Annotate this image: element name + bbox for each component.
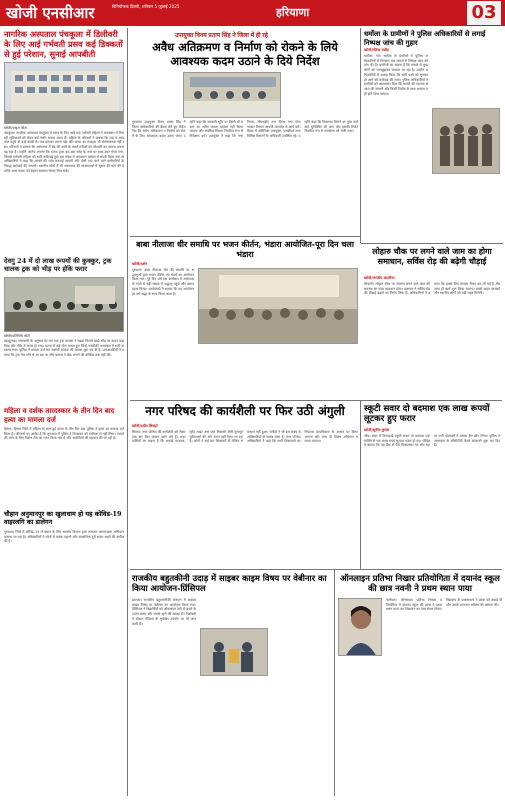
story3-headline: महिला व दर्शक तारदस्कार के तीन दिन बाद हत्या का मामला दर्ज (4, 406, 115, 424)
column-divider-bottom (334, 570, 335, 796)
story9-headline: नगर परिषद की कार्यशैली पर फिर उठी अंगुली (145, 404, 345, 418)
student-photo (338, 598, 382, 656)
bhandara-photo (198, 268, 358, 344)
story10-headline: स्कूटी सवार दो बदमाश एक लाख रूपयों लूटकर हुए फरार (364, 404, 490, 425)
story11-body-cont (272, 598, 332, 796)
column-divider-right (360, 28, 361, 243)
story4-body: गुरुग्राम। जिले में कोविड-19 से बचाव के लिए स्वास्थ्य विभाग द्वारा लगातार जागरूकता अभियान चलाया जा रहा है। अधिकारियों ने लोगों से मास्क पहनने और सामाजिक दूरी बनाए रखने की अपील की है। (4, 530, 124, 544)
story5-headline: अवैध अतिक्रमण व निर्माण को रोकने के लिये आवश्यक कदम उठाने के दिये निर्देश (152, 40, 338, 68)
story7-body-cont (198, 348, 358, 396)
story6-headline: धर्मोला के ग्रामीणों ने पुलिस अधिकारियों से लगाई निष्पक्ष जांच की गुहार (364, 30, 486, 47)
story11-body: झज्जर। राजकीय बहुतकनीकी संस्थान में साइबर क्राइम विषय पर वेबीनार का आयोजन किया गया। प्रिंसिपल ने विद्यार्थियों को ऑनलाइन ठगी से बचने के उपाय बताए और सतर्क रहने की सलाह दी। विशेषज्ञों ने सोशल मीडिया के सुरक्षित उपयोग पर भी जानकारी दी। (132, 598, 196, 626)
story5-columns (132, 120, 358, 232)
hospital-photo (4, 62, 124, 124)
story1-body: पंचकूला। नागरिक अस्पताल पंचकूला में प्रसव के लिए आई एक गर्भवती महिला ने अस्पताल में मिल रही सुविधाओं को लेकर कई गंभीर सवाल उठाए हैं। महिला के परिजनों ने बताया कि जब वे अस्पताल पहुंचे तो उन्हें काफी देर तक इंतजार करना पड़ा और स्टाफ का व्यवहार भी संतोषजनक नहीं रहा। परिजनों ने बताया कि अस्पताल में बेड की कमी के चलते मरीजों को परेशानी का सामना करना पड़ रहा है। उन्होंने आरोप लगाया कि स्टाफ द्वारा बार-बार जांच के नाम पर इधर-उधर भेजा गया, जिससे गर्भवती महिला को भारी कठिनाई हुई। इस संबंध में अस्पताल प्रबंधन से संपर्क किया गया तो अधिकारियों ने कहा कि मामले की जांच करवाई जाएगी और दोषी पाए जाने वाले कर्मचारियों के विरुद्ध कार्रवाई की जाएगी। स्थानीय लोगों ने भी अस्पताल की व्यवस्थाओं में सुधार की मांग की है ताकि आम जनता को बेहतर स्वास्थ्य सेवाएं मिल सकें। (4, 131, 124, 173)
masthead: खोजी एनसीआर (6, 4, 95, 22)
story9-body: सिरसा। नगर परिषद की कार्यशैली को लेकर एक बार फिर सवाल उठने लगे हैं। शहरवासियों का कहना है कि सफाई व्यवस्था, स्ट्रीट लाइट तथा जल निकासी जैसी मूलभूत सुविधाओं की ओर ध्यान नहीं दिया जा रहा है। लोगों ने कई बार शिकायतें दी लेकिन समाधान नहीं हुआ। पार्षदों ने भी इस संबंध में अधिकारियों से जवाब मांगा है। नगर परिषद अधिकारियों ने कहा कि सभी शिकायतों का निपटारा प्राथमिकता के आधार पर किया जाएगा और जल्द ही विशेष अभियान चलाया जाएगा। (132, 430, 358, 444)
story7-body: गुरुग्राम। बाबा नीलाजा धीर की समाधि पर श्रद्धालुओं द्वारा भजन कीर्तन एवं भंडारे का आयोजन किया गया। पूरे दिन चले इस कार्यक्रम में आसपास के गांवों से बड़ी संख्या में श्रद्धालु पहुंचे और प्रसाद ग्रहण किया। आयोजकों ने बताया कि यह आयोजन हर वर्ष श्रद्धा के साथ किया जाता है। (132, 268, 194, 296)
story2-photo-caption: खोजी/प्रतिनिधि फोटो (4, 334, 30, 338)
story11-headline: राजकीय बहुतकीनी उदाड़ में साइबर काइम विषय पर वेबीनार का किया आयोजन-प्रिंसिपल (132, 573, 327, 594)
column-divider-right-lower (360, 400, 361, 570)
story8-body: भिवानी। लोहारु चौक पर रोजाना लगने वाले जाम की समस्या का जल्द समाधान होगा। प्रशासन ने सर्विस रोड की चौड़ाई बढ़ाने का निर्णय लिया है। अधिकारियों ने बताया कि इसके लिए योजना तैयार कर ली गई है और जल्द ही कार्य शुरू किया जाएगा। इससे वाहन चालकों और स्थानीय लोगों को बड़ी राहत मिलेगी। (364, 282, 500, 296)
story7-headline: बाबा नीलाजा धीर समाधि पर भजन कीर्तन, भंडारा आयोजित-पूरा दिन चला भंडारा (136, 239, 354, 259)
story7-byline: खोजी/दर्शन (132, 262, 148, 266)
story6-byline: खोजी/वीरेन्द्र राठौड़ (364, 48, 389, 52)
webinar-photo (200, 628, 268, 676)
villagers-photo (432, 108, 500, 174)
hrule-story9 (130, 400, 502, 401)
crowd-photo (4, 277, 124, 332)
story12-headline: ऑनलाइन प्रतिभा निखार प्रतियोगिता में दयानंद स्कूल की छात्र नवनी ने प्रथम स्थान पाया (340, 573, 500, 594)
story1-headline: नागरिक अस्पताल पंचकूला में डिलीवरी के लिए आई गर्भवती प्रसव कई डिक्कतों से हुई परेशान, सुनाई आपबीती (4, 29, 123, 59)
meeting-photo (183, 72, 281, 118)
hrule-story8 (361, 243, 503, 244)
story8-byline: खोजी/जगदीप कटारिया (364, 276, 395, 280)
hrule-bottom (130, 569, 502, 570)
story10-body: जींद। शहर में दिनदहाड़े स्कूटी सवार दो बदमाश एक व्यक्ति से एक लाख रुपये लूटकर फरार हो गए। पीड़ित ने बताया कि वह बैंक से पैसे निकालकर घर लौट रहा था तभी बदमाशों ने उसका बैग छीन लिया। पुलिस ने आसपास के सीसीटीवी कैमरे खंगालने शुरू कर दिए हैं। (364, 434, 500, 448)
page-number: 03 (467, 1, 501, 25)
section-title: हरियाणा (276, 6, 310, 19)
page-header (0, 0, 505, 26)
story10-byline: खोजी/सुनील कुमार (364, 428, 390, 432)
story9-byline: खोजी/प्रदीप शिवहरे (132, 424, 158, 428)
story12-body: पानीपत। ऑनलाइन प्रतिभा निखार प्रतियोगिता में दयानंद स्कूल की छात्रा ने प्रथम स्थान प्राप्त कर विद्यालय का नाम रोशन किया। विद्यालय के प्रधानाचार्य ने छात्रा को बधाई दी और उसके उज्ज्वल भविष्य की कामना की। (386, 598, 502, 612)
story5-kicker: उपायुक्त विनय प्रताप सिंह ने जिला में ही रहे (175, 33, 268, 39)
story4-headline: चौहान अनुमानपुर का खुलाधाम हो यह कोविड-19 वाइरलगि का डालेगन (4, 510, 122, 526)
story6-body-cont (432, 178, 500, 240)
story1-photo-caption: खोजी/फ़ाइल फोटो (4, 126, 27, 130)
story6-body: धर्मोला। गांव धर्मोला के ग्रामीणों ने पुलिस अधिकारियों से मिलकर एक मामले में निष्पक्ष जांच की मांग की है। ग्रामीणों का कहना है कि मामले में कुछ लोगों को जानबूझकर फंसाया जा रहा है। उन्होंने अधिकारियों से आग्रह किया कि सभी पक्षों को सुनकर ही आगे की कार्रवाई की जाए। पुलिस अधिकारियों ने ग्रामीणों को आश्वासन दिया कि मामले की गहनता से जांच की जाएगी और किसी निर्दोष के साथ अन्याय नहीं होने दिया जाएगा। (364, 54, 428, 96)
story5-body: गुरुग्राम। उपायुक्त विनय प्रताप सिंह ने जिला अधिकारियों की बैठक लेते हुए निर्देश दिए कि अवैध अतिक्रमण व निर्माण को रोकने के लिए आवश्यक कदम उठाए जाएं। उन्होंने कहा कि सरकारी भूमि पर किसी भी प्रकार का अवैध कब्जा बर्दाश्त नहीं किया जाएगा और संबंधित विभाग नियमित रूप से निरीक्षण करें। उपायुक्त ने कहा कि नगर निगम, जीएमडीए तथा जिला नगर योजनाकार विभाग आपसी तालमेल से कार्य करें। बैठक में अतिरिक्त उपायुक्त, एसडीएम तथा विभिन्न विभागों के अधिकारी उपस्थित रहे। उन्होंने कहा कि शिकायत मिलने पर तुरंत कार्रवाई सुनिश्चित की जाए और इसकी रिपोर्ट नियमित रूप से कार्यालय को भेजी जाए। (132, 120, 358, 139)
story3-body: हिसार। हिसार जिले में महिला के साथ हुई घटना के तीन दिन बाद पुलिस ने हत्या का मामला दर्ज किया है। परिजनों का आरोप है कि शुरुआत में पुलिस ने शिकायत को गंभीरता से नहीं लिया। मामले की जांच के लिए विशेष टीम का गठन किया गया है और आरोपियों की पहचान की जा रही है। (4, 427, 124, 441)
hrule-story7 (130, 236, 360, 237)
dateline: विनियोजक दिल्ली, शनिवार 5 जुलाई 2025 (112, 4, 180, 9)
story12-body-cont (338, 660, 382, 796)
story8-headline: लोहारु चौक पर लगने वाले जाम का होगा समाधान, सर्विस रोड़ की बढ़ेगी चौड़ाई (372, 246, 492, 266)
column-divider-left (127, 28, 128, 796)
story2-headline: देवगु 24 में दो लाख रूपयों की कुक्कुर, ट्रक चालक ट्रक को भीड़ पर हॉके फरार (4, 257, 112, 273)
story2-body: बहादुरगढ़। जानकारी के अनुसार देर रात एक ट्रक चालक ने सड़क किनारे खड़ी भीड़ पर वाहन चढ़ा दिया और मौके से फरार हो गया। घटना में कई लोग घायल हुए जिन्हें नजदीकी अस्पताल में भर्ती करवाया गया। पुलिस ने मामला दर्ज कर आरोपी चालक की तलाश शुरू कर दी है। प्रत्यक्षदर्शियों ने बताया कि ट्रक तेज गति से आ रहा था और चालक ने ब्रेक लगाने की कोशिश तक नहीं की। (4, 339, 124, 358)
